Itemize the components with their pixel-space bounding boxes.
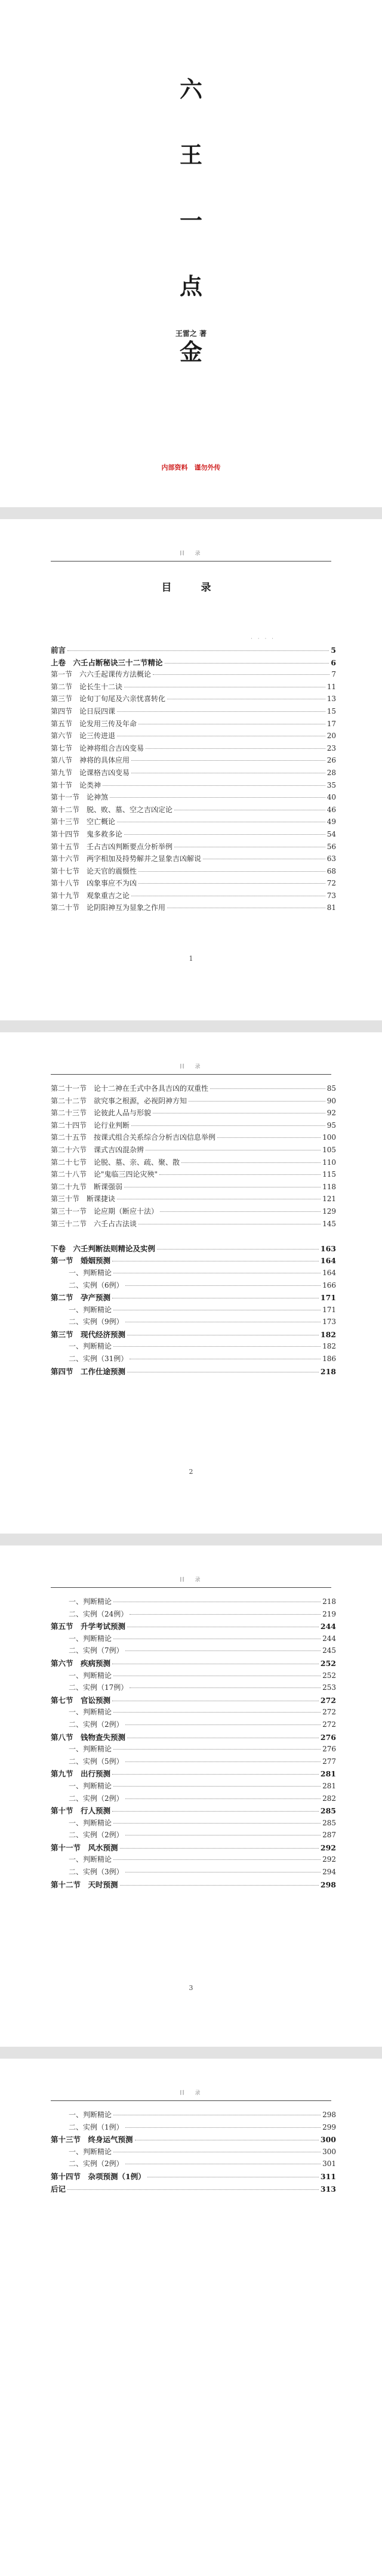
toc-entry-label: 第三十一节 论应期（断应十法） [51,1207,159,1215]
toc-entry-label: 第十九节 观象重吉之论 [51,891,130,900]
toc-entry[interactable] [51,1621,336,1633]
toc-entry-page: 282 [322,1794,336,1803]
toc-entry-page: 277 [322,1757,336,1766]
toc-entry-label: 第二十八节 论"鬼临三四论灾殃" [51,1170,158,1179]
dot-leader [125,1761,321,1762]
toc-entry-label: 一、判断精论 [69,1634,112,1643]
toc-entry-label: 一、判断精论 [69,1305,112,1314]
toc-entry-page: 7 [331,670,336,679]
toc-entry-label: 第四节 工作仕途预测 [51,1366,126,1376]
toc-entry-label: 第七节 官讼预测 [51,1695,111,1705]
toc-entry-page: 6 [331,658,336,667]
toc-list [51,2109,336,2195]
title-char: 王 [179,142,202,168]
toc-entry-label: 一、判断精论 [69,2147,112,2156]
toc-entry[interactable] [51,1157,336,1170]
toc-entry[interactable] [51,657,336,670]
toc-entry-label: 第六节 疾病预测 [51,1658,111,1668]
toc-entry[interactable] [51,792,336,804]
toc-entry-label: 第二十五节 按课式组合关系综合分析吉凶信息举例 [51,1133,216,1142]
dot-leader [160,1211,321,1212]
toc-page-4 [0,2059,382,2576]
toc-entry-label: 第三十节 断课捷诀 [51,1195,116,1204]
toc-entry-page: 17 [326,719,336,728]
internal-note: 内部资料 谨勿外传 [161,464,221,471]
toc-entry-page: 68 [326,866,336,875]
toc-entry[interactable] [51,1633,336,1646]
toc-entry-label: 一、判断精论 [69,1781,112,1790]
dot-leader [131,760,325,761]
toc-entry[interactable] [51,890,336,903]
toc-entry[interactable] [51,1781,336,1793]
dot-leader [181,1162,321,1163]
toc-entry-page: 5 [331,646,336,655]
toc-entry-label: 第五节 论发用三传及年命 [51,719,137,728]
toc-entry-label: 二、实例（2例） [69,2159,124,2168]
toc-entry[interactable] [51,1169,336,1181]
toc-entry-label: 二、实例（31例） [69,1355,128,1363]
toc-entry-page: 163 [320,1244,336,1253]
toc-entry-label: 第十四节 杂项预测（1例） [51,2171,146,2181]
toc-entry-label: 第十三节 空亡概论 [51,817,116,826]
toc-page-1 [0,519,382,1020]
toc-entry-label: 第一节 六六壬起课传方法概论 [51,670,152,679]
toc-entry[interactable] [51,1255,336,1267]
toc-entry-page: 105 [322,1145,336,1154]
toc-entry-page: 121 [322,1195,336,1204]
toc-entry[interactable] [51,1083,336,1096]
toc-entry-page: 35 [326,780,336,789]
toc-entry[interactable] [51,1280,336,1292]
title-char: 一 [179,208,202,234]
toc-entry-label: 第十七节 论天官的震慑性 [51,866,137,875]
toc-entry-page: 244 [322,1634,336,1643]
toc-entry-page: 218 [320,1366,336,1376]
toc-entry-label: 第四节 论日辰四课 [51,707,116,715]
toc-entry[interactable] [51,767,336,780]
toc-entry-page: 182 [320,1329,336,1339]
toc-entry[interactable] [51,1867,336,1879]
toc-entry-page: 164 [322,1268,336,1277]
toc-entry-label: 第二十九节 断课强弱 [51,1182,123,1191]
toc-entry[interactable] [51,1120,336,1133]
toc-entry[interactable] [51,743,336,755]
toc-entry[interactable] [51,706,336,718]
toc-entry[interactable] [51,1842,336,1855]
page-number: 1 [189,955,193,962]
toc-entry[interactable] [51,804,336,817]
toc-entry-page: 11 [326,682,336,691]
toc-entry-page: 100 [322,1133,336,1142]
toc-entry-label: 一、判断精论 [69,1597,112,1606]
toc-entry-label: 第十二节 天时预测 [51,1880,118,1889]
toc-entry-label: 第二十六节 课式吉凶混杂辨 [51,1145,144,1154]
toc-entry-page: 300 [322,2147,336,2156]
author-line: 王雷之 著 [175,329,207,338]
cover-page [0,0,382,507]
dot-leader [110,797,325,798]
toc-entry-label: 二、实例（2例） [69,1720,124,1729]
dot-leader [125,1285,321,1286]
toc-entry-label: 第三节 论旬丁旬尾及六亲忧喜转化 [51,695,166,704]
toc-entry-label: 第二十三节 论彼此人品与形貌 [51,1109,152,1118]
toc-entry[interactable] [51,1732,336,1744]
toc-entry-label: 第八节 神将的具体应用 [51,756,130,765]
toc-entry-page: 28 [326,768,336,777]
dot-leader [189,1101,325,1102]
toc-entry[interactable] [51,2109,336,2122]
dot-leader [113,1823,321,1824]
toc-entry-page: 292 [322,1855,336,1864]
toc-entry-label: 第二节 孕产预测 [51,1293,111,1303]
toc-entry-label: 下卷 六壬判断法则精论及实例 [51,1244,156,1253]
dot-leader [157,1249,319,1250]
toc-entry-page: 164 [320,1256,336,1266]
title-char: 六 [179,76,202,103]
page-number: 3 [189,1984,193,1992]
toc-entry[interactable] [51,1366,336,1378]
toc-entry-label: 二、实例（3例） [69,1868,124,1877]
toc-entry-page: 299 [322,2122,336,2131]
toc-entry[interactable] [51,1292,336,1304]
toc-entry-label: 第二十四节 论行业判断 [51,1121,130,1130]
toc-entry[interactable] [51,1353,336,1366]
title-char: 点 [179,273,202,300]
toc-entry[interactable] [51,1830,336,1842]
toc-entry-page: 110 [322,1158,336,1167]
toc-entry-page: 253 [322,1683,336,1692]
dot-leader [125,2127,321,2128]
dot-leader [125,1724,321,1725]
toc-entry[interactable] [51,1107,336,1120]
toc-entry[interactable] [51,1218,336,1231]
toc-entry-page: 311 [320,2171,336,2181]
toc-entry-label: 一、判断精论 [69,1671,112,1680]
toc-entry-label: 第十八节 凶象事应不为凶 [51,879,137,888]
toc-entry-label: 一、判断精论 [69,1745,112,1754]
dot-leader [67,2189,319,2190]
dot-leader [217,1137,321,1138]
toc-entry[interactable] [51,2146,336,2159]
toc-entry-page: 20 [326,732,336,741]
dot-leader [120,1885,319,1886]
toc-entry-page: 285 [320,1806,336,1816]
toc-entry-label: 第二节 论长生十二诀 [51,682,123,691]
toc-entry-page: 118 [322,1182,336,1191]
toc-entry-page: 298 [322,2111,336,2119]
toc-entry-page: 252 [320,1658,336,1668]
toc-entry-label: 第二十节 论阴阳神互为显象之作用 [51,903,166,912]
toc-entry-label: 后记 [51,2184,66,2194]
toc-entry[interactable] [51,1132,336,1144]
toc-entry-page: 313 [320,2184,336,2194]
toc-entry-label: 一、判断精论 [69,1268,112,1277]
running-head: 目 录 [51,1575,331,1588]
toc-entry[interactable] [51,902,336,915]
toc-entry-page: 272 [322,1708,336,1717]
toc-entry[interactable] [51,1756,336,1769]
toc-entry-label: 第六节 论三传进退 [51,732,116,741]
dot-leader [138,883,325,884]
toc-entry-label: 第五节 升学考试预测 [51,1622,126,1631]
toc-entry-page: 218 [322,1597,336,1606]
dot-leader [117,711,325,712]
toc-entry-label: 二、实例（24例） [69,1609,128,1618]
toc-entry-label: 一、判断精论 [69,1855,112,1864]
toc-entry-page: 300 [320,2135,336,2145]
toc-entry-label: 第二十七节 论脱、墓、亲、疏、聚、散 [51,1158,180,1167]
toc-list [51,644,336,915]
toc-entry[interactable] [51,669,336,681]
toc-entry-label: 二、实例（2例） [69,1831,124,1840]
dot-leader [120,1848,319,1849]
dot-leader [103,785,325,786]
toc-entry[interactable] [51,878,336,890]
toc-entry-page: 54 [326,829,336,838]
toc-entry[interactable] [51,730,336,743]
toc-entry-page: 276 [322,1745,336,1754]
toc-entry[interactable] [51,829,336,841]
dot-leader [125,1798,321,1799]
toc-entry[interactable] [51,693,336,706]
toc-entry-label: 一、判断精论 [69,1342,112,1351]
toc-entry-label: 上卷 六壬占断秘诀三十二节精论 [51,658,163,667]
toc-entry[interactable] [51,1329,336,1341]
dot-leader [146,748,325,749]
toc-entry-label: 二、实例（9例） [69,1318,124,1326]
toc-entry-page: 15 [326,707,336,715]
dot-leader [124,834,325,835]
toc-entry-label: 二、实例（2例） [69,1794,124,1803]
toc-entry-page: 186 [322,1355,336,1363]
toc-entry[interactable] [51,1181,336,1194]
toc-entry-label: 第一节 婚姻预测 [51,1256,111,1266]
toc-entry-label: 一、判断精论 [69,2111,112,2119]
toc-entry-page: 90 [326,1096,336,1105]
title-char: 金 [179,339,202,365]
toc-entry-page: 287 [322,1831,336,1840]
dot-leader [153,674,329,675]
toc-entry-label: 第十三节 终身运气预测 [51,2135,133,2145]
toc-entry-page: 26 [326,756,336,765]
dot-leader [112,1811,319,1812]
dot-leader [131,1125,325,1126]
toc-entry[interactable] [51,681,336,694]
toc-entry[interactable] [51,2183,336,2196]
toc-entry-label: 二、实例（7例） [69,1646,124,1655]
toc-entry[interactable] [51,1144,336,1157]
toc-entry-page: 49 [326,817,336,826]
toc-page-2 [0,1032,382,1534]
toc-entry-page: 56 [326,842,336,851]
toc-entry[interactable] [51,1818,336,1830]
dot-leader [159,1174,321,1175]
toc-entry-page: 173 [322,1318,336,1326]
toc-entry-page: 276 [320,1732,336,1742]
toc-entry-label: 第十二节 脱、败、墓、空之吉凶定论 [51,805,173,814]
toc-entry-label: 第十六节 两字相加及持势解并之显象吉凶解说 [51,854,202,863]
toc-entry[interactable] [51,841,336,854]
toc-entry-page: 72 [326,879,336,888]
toc-entry[interactable] [51,2171,336,2183]
toc-entry-page: 95 [326,1121,336,1130]
toc-entry-label: 第十四节 鬼多救多论 [51,829,123,838]
toc-entry[interactable] [51,1707,336,1719]
scan-mark: · · · · [251,636,276,642]
toc-title: 目 录 [161,582,221,594]
toc-entry[interactable] [51,1805,336,1818]
toc-entry-label: 二、实例（1例） [69,2122,124,2131]
toc-entry-page: 115 [322,1170,336,1179]
toc-entry-page: 171 [320,1293,336,1303]
toc-entry[interactable] [51,1682,336,1695]
toc-entry-label: 二、实例（6例） [69,1281,124,1289]
toc-entry[interactable] [51,1243,336,1255]
running-head: 目 录 [51,2088,331,2101]
toc-entry-page: 129 [322,1207,336,1215]
toc-entry-label: 第二十二节 欲究事之根源，必视阴神方知 [51,1096,187,1105]
toc-entry-page: 166 [322,1281,336,1289]
toc-entry[interactable] [51,1596,336,1609]
toc-entry[interactable] [51,1793,336,1806]
toc-entry-page: 252 [322,1671,336,1680]
toc-entry-label: 第十一节 风水预测 [51,1843,118,1852]
toc-entry-page: 281 [322,1781,336,1790]
toc-entry[interactable] [51,1854,336,1867]
toc-entry-label: 第十节 论类神 [51,780,101,789]
toc-entry-page: 145 [322,1219,336,1228]
toc-entry-page: 63 [326,854,336,863]
toc-entry-label: 第十一节 论神煞 [51,793,109,802]
toc-entry-label: 第九节 出行预测 [51,1769,111,1779]
toc-entry-page: 13 [326,695,336,704]
dot-leader [130,1687,321,1688]
toc-entry-label: 二、实例（5例） [69,1757,124,1766]
toc-entry[interactable] [51,1096,336,1108]
toc-entry-label: 一、判断精论 [69,1708,112,1717]
toc-spacer [51,1230,336,1243]
dot-leader [165,663,329,664]
toc-entry-page: 85 [326,1084,336,1093]
toc-entry-page: 23 [326,744,336,752]
toc-entry-page: 272 [322,1720,336,1729]
toc-entry-label: 第九节 论课格吉凶变易 [51,768,130,777]
toc-entry-page: 292 [320,1843,336,1852]
toc-entry-label: 第十节 行人预测 [51,1806,111,1816]
toc-entry-page: 281 [320,1769,336,1779]
dot-leader [138,871,325,872]
toc-entry-page: 171 [322,1305,336,1314]
dot-leader [67,650,329,651]
toc-entry[interactable] [51,780,336,792]
toc-entry[interactable] [51,1645,336,1658]
dot-leader [113,1859,321,1860]
toc-entry-page: 285 [322,1818,336,1827]
toc-entry[interactable] [51,2134,336,2146]
toc-entry-page: 46 [326,805,336,814]
toc-entry-page: 244 [320,1622,336,1631]
toc-entry[interactable] [51,2122,336,2134]
toc-entry[interactable] [51,1206,336,1218]
toc-entry-page: 294 [322,1868,336,1877]
toc-entry[interactable] [51,1267,336,1280]
dot-leader [113,1712,321,1713]
toc-entry[interactable] [51,1658,336,1670]
toc-entry-page: 40 [326,793,336,802]
toc-entry[interactable] [51,866,336,878]
dot-leader [113,1749,321,1750]
running-head: 目 录 [51,549,331,562]
toc-entry-page: 272 [320,1695,336,1705]
toc-entry-page: 245 [322,1646,336,1655]
toc-entry-label: 一、判断精论 [69,1818,112,1827]
dot-leader [130,1614,321,1615]
toc-entry-page: 81 [326,903,336,912]
toc-entry[interactable] [51,755,336,767]
toc-entry[interactable] [51,1768,336,1781]
toc-entry-label: 第十五节 壬占吉凶判断要点分析举例 [51,842,173,851]
toc-entry-label: 第八节 钱物查失预测 [51,1732,126,1742]
toc-entry-page: 182 [322,1342,336,1351]
toc-page-3 [0,1545,382,2047]
dot-leader [113,1786,321,1787]
toc-entry[interactable] [51,1341,336,1353]
toc-entry[interactable] [51,644,336,657]
toc-entry-label: 第三节 现代经济预测 [51,1329,126,1339]
toc-entry[interactable] [51,1193,336,1206]
toc-entry-page: 73 [326,891,336,900]
toc-entry-label: 前言 [51,646,66,655]
toc-entry-label: 第七节 论神将组合吉凶变易 [51,744,144,752]
toc-entry[interactable] [51,816,336,829]
toc-entry[interactable] [51,1879,336,1892]
dot-leader [113,1346,321,1347]
toc-entry-label: 二、实例（17例） [69,1683,128,1692]
toc-entry[interactable] [51,1719,336,1732]
dot-leader [210,1088,325,1089]
toc-entry-page: 301 [322,2159,336,2168]
toc-entry-page: 219 [322,1609,336,1618]
toc-entry[interactable] [51,2158,336,2171]
toc-list [51,1083,336,1378]
toc-entry[interactable] [51,1744,336,1756]
toc-entry[interactable] [51,1670,336,1683]
toc-list [51,1596,336,1891]
toc-entry-label: 第二十一节 论十二神在壬式中各具吉凶的双重性 [51,1084,209,1093]
toc-entry-page: 92 [326,1109,336,1118]
toc-entry[interactable] [51,853,336,866]
page-number: 2 [189,1468,193,1476]
dot-leader [112,1774,319,1775]
running-head: 目 录 [51,1062,331,1075]
toc-entry[interactable] [51,1609,336,1621]
toc-entry[interactable] [51,1304,336,1317]
toc-entry-label: 第三十二节 六壬占古法谈 [51,1219,137,1228]
toc-entry-page: 298 [320,1880,336,1889]
toc-entry[interactable] [51,1316,336,1329]
toc-entry[interactable] [51,1695,336,1707]
toc-entry[interactable] [51,718,336,731]
